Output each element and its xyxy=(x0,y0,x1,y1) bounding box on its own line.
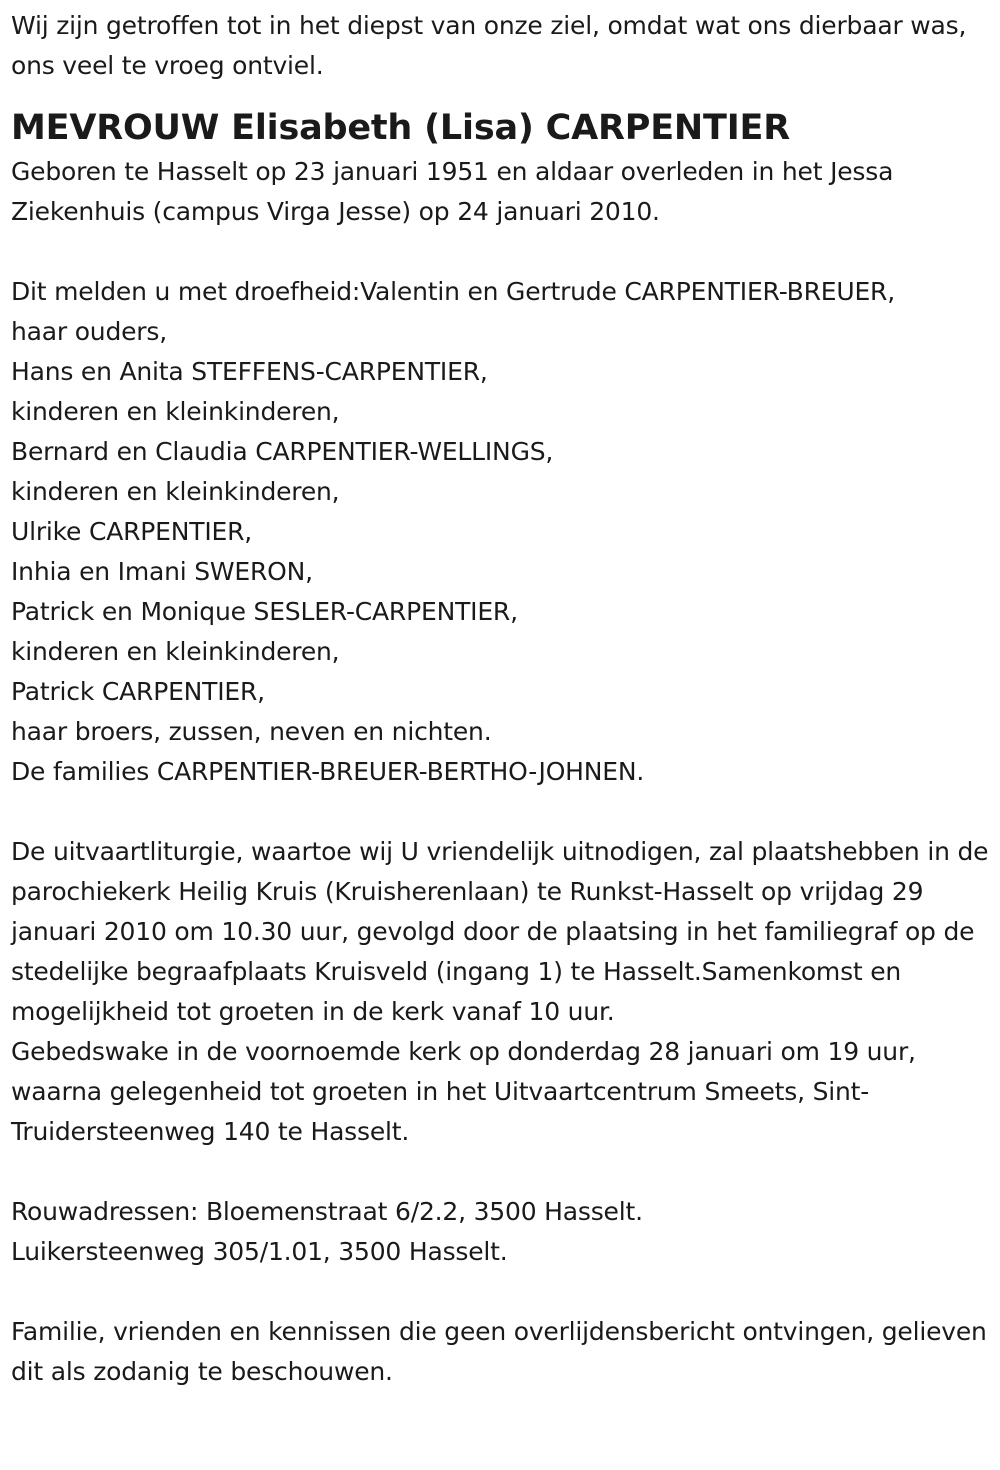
mourner-line: kinderen en kleinkinderen, xyxy=(11,637,340,666)
closing-text: Familie, vrienden en kennissen die geen overlijdensbericht ontvingen, gelieven dit als zodanig te beschouwen. xyxy=(11,1317,987,1386)
mourner-line: De families CARPENTIER-BREUER-BERTHO-JOHNEN. xyxy=(11,757,645,786)
address-line: Rouwadressen: Bloemenstraat 6/2.2, 3500 Hasselt. xyxy=(11,1197,643,1226)
mourner-line: Patrick en Monique SESLER-CARPENTIER, xyxy=(11,597,518,626)
intro-text: Wij zijn getroffen tot in het diepst van onze ziel, omdat wat ons dierbaar was, ons veel te vroeg ontviel. xyxy=(11,11,967,80)
mourner-line: Dit melden u met droefheid:Valentin en Gertrude CARPENTIER-BREUER, xyxy=(11,277,895,306)
spacer xyxy=(11,232,996,272)
deceased-name: MEVROUW Elisabeth (Lisa) CARPENTIER xyxy=(11,108,790,148)
mourner-line: haar broers, zussen, neven en nichten. xyxy=(11,717,492,746)
mourner-line: haar ouders, xyxy=(11,317,167,346)
funeral-text: De uitvaartliturgie, waartoe wij U vriendelijk uitnodigen, zal plaatshebben in de parochiekerk Heilig Kruis (Kruisherenlaan) te Runkst-Hasselt op vrijdag 29 januari 2010 om 10.30 uur, gevolgd door de plaatsing in het familiegraf op de stedelijke begraafplaats Kruisveld (ingang 1) te Hasselt.Samenkomst en mogelijkheid tot groeten in de kerk vanaf 10 uur. xyxy=(11,837,989,1026)
mourner-line: Hans en Anita STEFFENS-CARPENTIER, xyxy=(11,357,488,386)
mourner-line: kinderen en kleinkinderen, xyxy=(11,397,340,426)
mourner-line: Patrick CARPENTIER, xyxy=(11,677,265,706)
mourner-line: Ulrike CARPENTIER, xyxy=(11,517,253,546)
birth-death-text: Geboren te Hasselt op 23 januari 1951 en aldaar overleden in het Jessa Ziekenhuis (campus Virga Jesse) op 24 januari 2010. xyxy=(11,157,894,226)
spacer xyxy=(11,1272,996,1312)
mourner-line: Bernard en Claudia CARPENTIER-WELLINGS, xyxy=(11,437,554,466)
addresses-block xyxy=(11,1192,996,1272)
wake-text: Gebedswake in de voornoemde kerk op donderdag 28 januari om 19 uur, waarna gelegenheid tot groeten in het Uitvaartcentrum Smeets, Sint-Truidersteenweg 140 te Hasselt. xyxy=(11,1037,916,1146)
address-line: Luikersteenweg 305/1.01, 3500 Hasselt. xyxy=(11,1237,508,1266)
obituary-document xyxy=(11,6,996,1392)
spacer xyxy=(11,1152,996,1192)
spacer xyxy=(11,792,996,832)
mourners-list xyxy=(11,272,996,792)
mourner-line: Inhia en Imani SWERON, xyxy=(11,557,313,586)
mourner-line: kinderen en kleinkinderen, xyxy=(11,477,340,506)
